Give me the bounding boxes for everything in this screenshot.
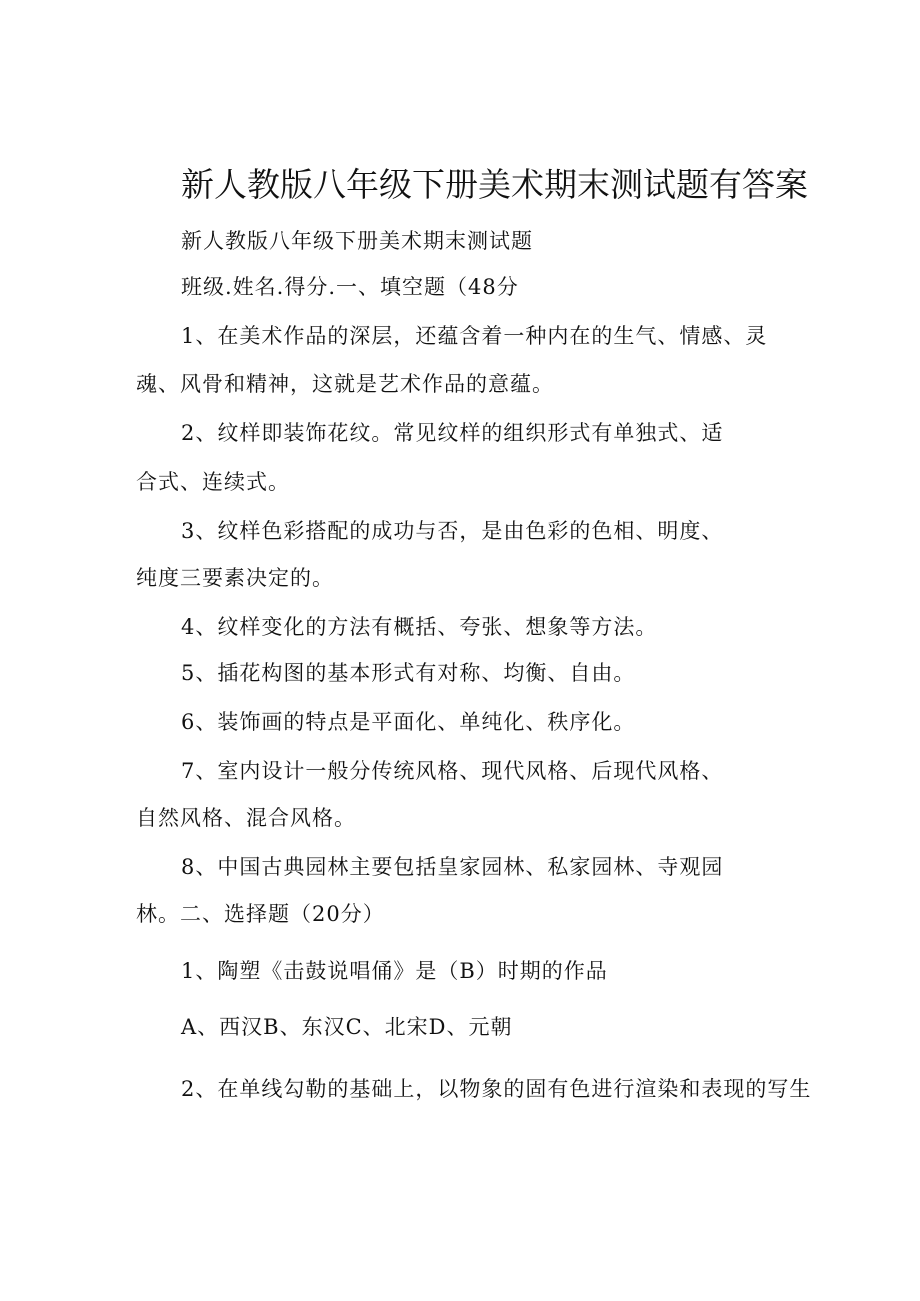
text-line: 合式、连续式。	[136, 470, 290, 494]
text-line: 2、纹样即装饰花纹。常见纹样的组织形式有单独式、适	[181, 421, 724, 445]
text-line: 林。二、选择题（20分）	[136, 902, 385, 926]
text-line: 5、插花构图的基本形式有对称、均衡、自由。	[181, 661, 636, 685]
subtitle-line: 新人教版八年级下册美术期末测试题	[181, 229, 533, 253]
text-line: A、西汉B、东汉C、北宋D、元朝	[181, 1015, 513, 1039]
text-line: 1、在美术作品的深层，还蕴含着一种内在的生气、情感、灵	[181, 324, 768, 348]
text-line: 纯度三要素决定的。	[136, 566, 334, 590]
text-line: 7、室内设计一般分传统风格、现代风格、后现代风格、	[181, 759, 724, 783]
text-line: 1、陶塑《击鼓说唱俑》是（B）时期的作品	[181, 959, 608, 983]
text-line: 8、中国古典园林主要包括皇家园林、私家园林、寺观园	[181, 855, 724, 879]
text-line: 魂、风骨和精神，这就是艺术作品的意蕴。	[136, 372, 554, 396]
header-info-line: 班级.姓名.得分.一、填空题（48分	[181, 275, 519, 299]
text-line: 2、在单线勾勒的基础上，以物象的固有色进行渲染和表现的写生	[181, 1077, 812, 1101]
text-line: 3、纹样色彩搭配的成功与否，是由色彩的色相、明度、	[181, 519, 724, 543]
document-title: 新人教版八年级下册美术期末测试题有答案	[181, 165, 808, 204]
text-line: 4、纹样变化的方法有概括、夸张、想象等方法。	[181, 615, 658, 639]
text-line: 自然风格、混合风格。	[136, 806, 356, 830]
text-line: 6、装饰画的特点是平面化、单纯化、秩序化。	[181, 710, 636, 734]
